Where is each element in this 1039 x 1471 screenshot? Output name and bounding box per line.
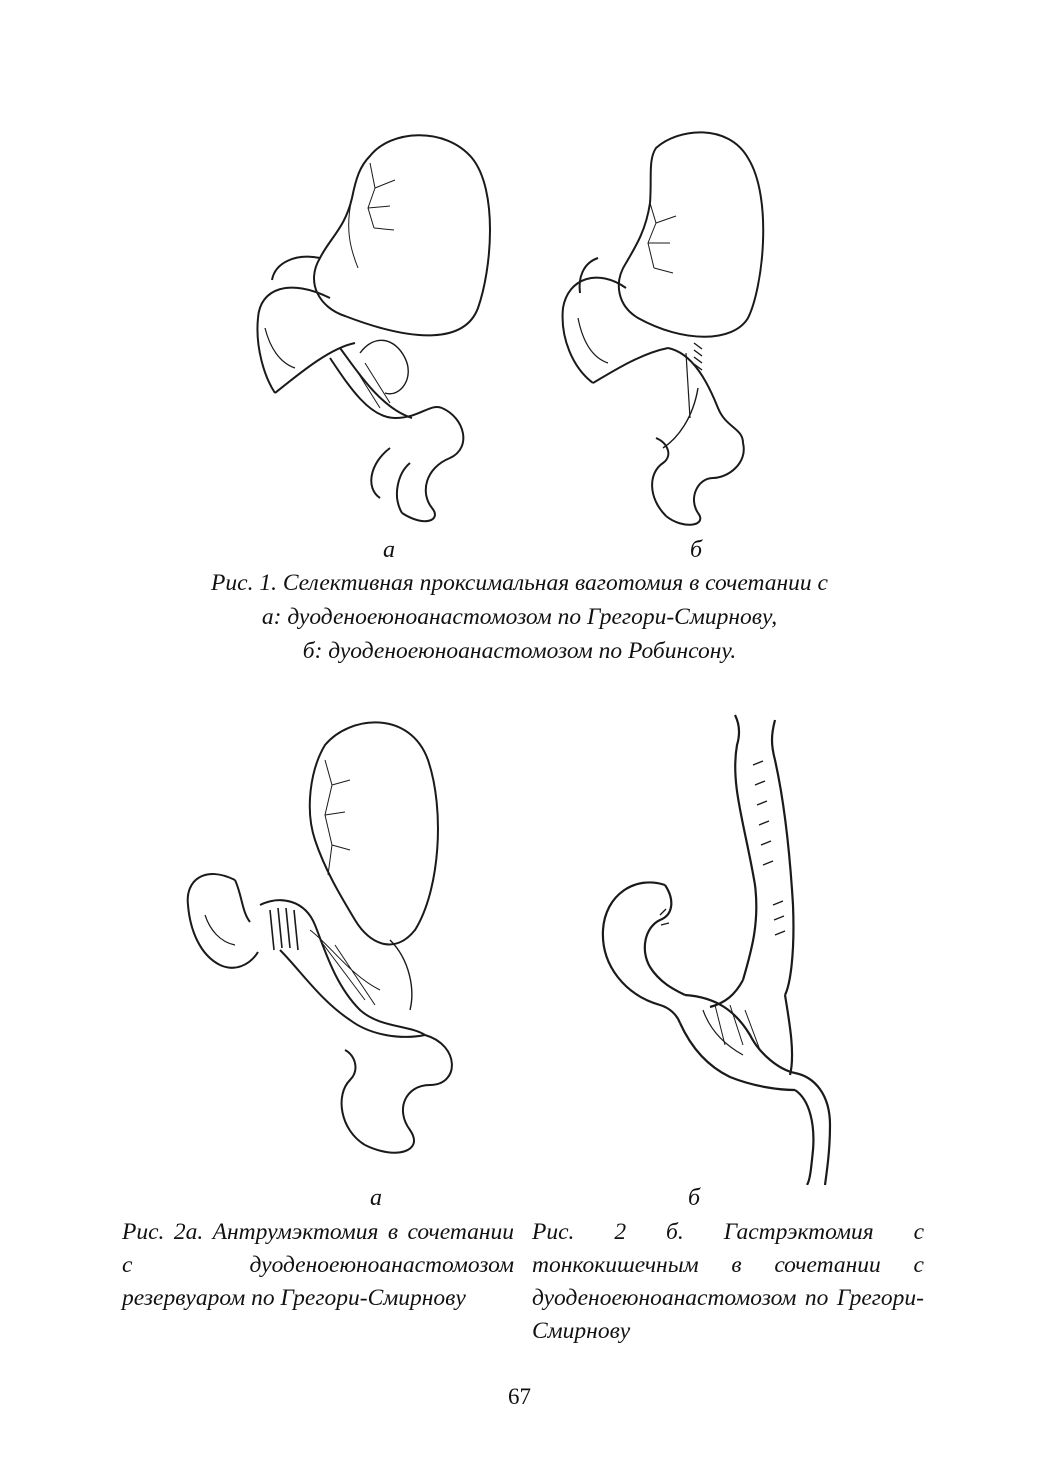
figure-1b-illustration — [548, 118, 860, 530]
page-number: 67 — [508, 1384, 531, 1409]
figure-2a-label: а — [370, 1185, 382, 1211]
figure-1a-label: а — [383, 537, 395, 563]
figure-1-caption-line-3: б: дуоденоеюноанастомозом по Робинсону. — [302, 638, 737, 664]
figure-1-caption-line-1: Рис. 1. Селективная проксимальная ваготомия в сочетании с — [211, 570, 828, 596]
figure-1-caption — [100, 566, 939, 668]
figure-2a-illustration — [160, 690, 498, 1185]
figure-2b-illustration — [585, 705, 850, 1185]
figure-2b-label: б — [688, 1185, 701, 1211]
figure-1a-illustration — [180, 118, 510, 530]
figure-2a-caption: Рис. 2а. Антрумэктомия в сочетании с дуоденоеюноанастомозом резервуаром по Грегори-Смирнову — [122, 1219, 514, 1311]
figure-2b-caption: Рис. 2 б. Гастрэктомия с тонкокишечным в сочетании с дуоденоеюноанастомозом по Грегори-Смирнову — [532, 1219, 924, 1344]
figure-1-caption-line-2: а: дуоденоеюноанастомозом по Грегори-Смирнову, — [261, 604, 778, 630]
figure-1b-label: б — [690, 537, 703, 563]
